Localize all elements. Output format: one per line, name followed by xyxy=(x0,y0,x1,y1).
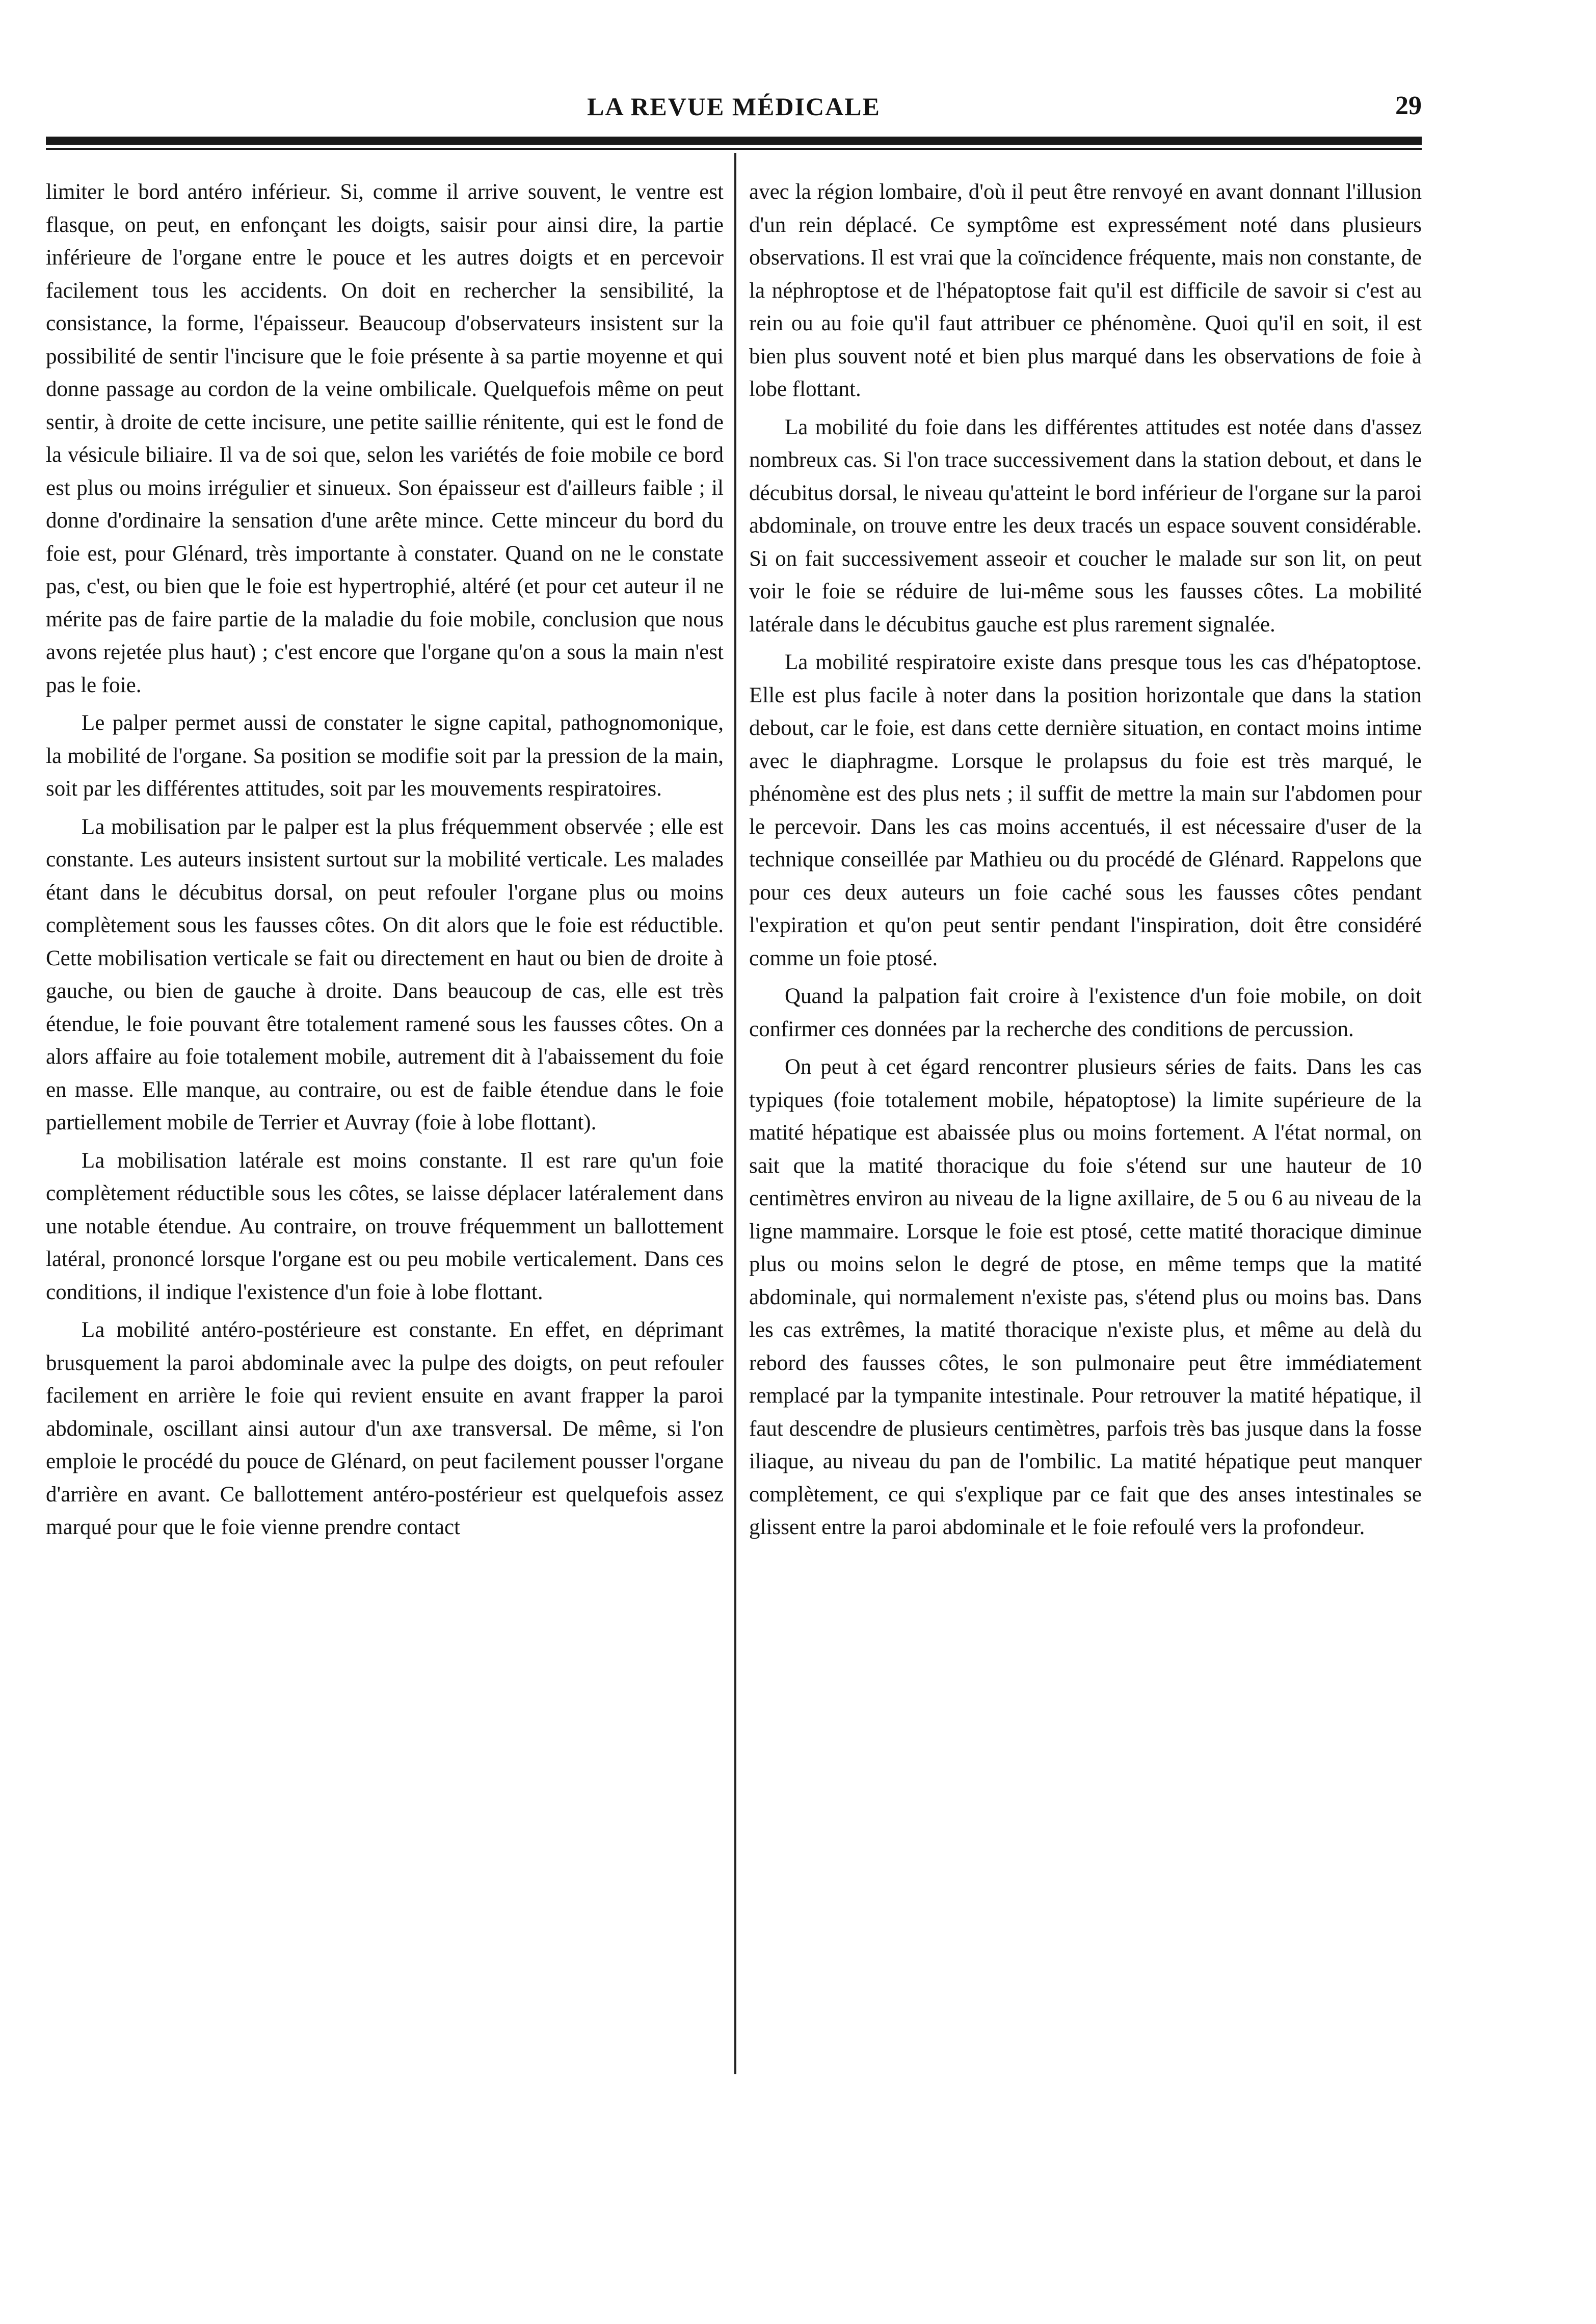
paragraph: Le palper permet aussi de constater le signe capital, pathognomonique, la mobilité de l'organe. Sa position se modifie soit par la pression de la main, soit par les différentes attitudes, soit par les mouvements respiratoires. xyxy=(46,711,724,801)
column-divider xyxy=(734,153,736,2074)
header-rule-thin xyxy=(46,148,1422,150)
header-rule-thick xyxy=(46,137,1422,145)
left-column xyxy=(46,176,724,2092)
paragraph: La mobilisation latérale est moins constante. Il est rare qu'un foie complètement réductible sous les côtes, se laisse déplacer latéralement dans une notable étendue. Au contraire, on trouve fréquemment un ballottement latéral, prononcé lorsque l'organe est ou peu mobile verticalement. Dans ces conditions, il indique l'existence d'un foie à lobe flottant. xyxy=(46,1148,724,1304)
running-title: LA REVUE MÉDICALE xyxy=(587,92,881,121)
paragraph: La mobilité respiratoire existe dans presque tous les cas d'hépatoptose. Elle est plus facile à noter dans la position horizontale que dans la station debout, car le foie, est dans cette dernière situation, en contact moins intime avec le diaphragme. Lorsque le prolapsus du foie est très marqué, le phénomène est des plus nets ; il suffit de mettre la main sur l'abdomen pour le percevoir. Dans les cas moins accentués, il est nécessaire d'user de la technique conseillée par Mathieu ou du procédé de Glénard. Rappelons que pour ces deux auteurs un foie caché sous les fausses côtes pendant l'expiration et qu'on peut sentir pendant l'inspiration, doit être considéré comme un foie ptosé. xyxy=(749,650,1422,970)
right-column xyxy=(749,176,1422,2092)
paragraph: On peut à cet égard rencontrer plusieurs séries de faits. Dans les cas typiques (foie totalement mobile, hépatoptose) la limite supérieure de la matité hépatique est abaissée plus ou moins fortement. A l'état normal, on sait que la matité thoracique du foie s'étend sur une hauteur de 10 centimètres environ au niveau de la ligne axillaire, de 5 ou 6 au niveau de la ligne mammaire. Lorsque le foie est ptosé, cette matité thoracique diminue plus ou moins selon le degré de ptose, en même temps que la matité abdominale, qui normalement n'existe pas, s'étend plus ou moins bas. Dans les cas extrêmes, la matité thoracique n'existe plus, et même au delà du rebord des fausses côtes, le son pulmonaire peut être immédiatement remplacé par la tympanite intestinale. Pour retrouver la matité hépatique, il faut descendre de plusieurs centimètres, parfois très bas jusque dans la fosse iliaque, au niveau du pan de l'ombilic. La matité hépatique peut manquer complètement, ce qui s'explique par ce fait que des anses intestinales se glissent entre la paroi abdominale et le foie refoulé vers la profondeur. xyxy=(749,1055,1422,1539)
paragraph: Quand la palpation fait croire à l'existence d'un foie mobile, on doit confirmer ces données par la recherche des conditions de percussion. xyxy=(749,984,1422,1041)
paragraph: La mobilité du foie dans les différentes attitudes est notée dans d'assez nombreux cas. Si l'on trace successivement dans la station debout, et dans le décubitus dorsal, le niveau qu'atteint le bord inférieur de l'organe sur la paroi abdominale, on trouve entre les deux tracés un espace souvent considérable. Si on fait successivement asseoir et coucher le malade sur son lit, on peut voir le foie se réduire de lui-même sous les fausses côtes. La mobilité latérale dans le décubitus gauche est plus rarement signalée. xyxy=(749,415,1422,637)
paragraph: La mobilisation par le palper est la plus fréquemment observée ; elle est constante. Les auteurs insistent surtout sur la mobilité verticale. Les malades étant dans le décubitus dorsal, on peut refouler l'organe plus ou moins complètement sous les fausses côtes. On dit alors que le foie est réductible. Cette mobilisation verticale se fait ou directement en haut ou bien de droite à gauche, ou bien de gauche à droite. Dans beaucoup de cas, elle est très étendue, le foie pouvant être totalement ramené sous les fausses côtes. On a alors affaire au foie totalement mobile, autrement dit à l'abaissement du foie en masse. Elle manque, au contraire, ou est de faible étendue dans le foie partiellement mobile de Terrier et Auvray (foie à lobe flottant). xyxy=(46,814,724,1134)
paragraph: avec la région lombaire, d'où il peut être renvoyé en avant donnant l'illusion d'un rein déplacé. Ce symptôme est expressément noté dans plusieurs observations. Il est vrai que la coïncidence fréquente, mais non constante, de la néphroptose et de l'hépatoptose fait qu'il est difficile de savoir si c'est au rein ou au foie qu'il faut attribuer ce phénomène. Quoi qu'il en soit, il est bien plus souvent noté et bien plus marqué dans les observations de foie à lobe flottant. xyxy=(749,180,1422,401)
page-header xyxy=(46,82,1422,133)
paragraph: limiter le bord antéro inférieur. Si, comme il arrive souvent, le ventre est flasque, on peut, en enfonçant les doigts, saisir pour ainsi dire, la partie inférieure de l'organe entre le pouce et les autres doigts et en percevoir facilement tous les accidents. On doit en rechercher la sensibilité, la consistance, la forme, l'épaisseur. Beaucoup d'observateurs insistent sur la possibilité de sentir l'incisure que le foie présente à sa partie moyenne et qui donne passage au cordon de la veine ombilicale. Quelquefois même on peut sentir, à droite de cette incisure, une petite saillie rénitente, qui est le fond de la vésicule biliaire. Il va de soi que, selon les variétés de foie mobile ce bord est plus ou moins irrégulier et sinueux. Son épaisseur est d'ailleurs faible ; il donne d'ordinaire la sensation d'une arête mince. Cette minceur du bord du foie est, pour Glénard, très importante à constater. Quand on ne le constate pas, c'est, ou bien que le foie est hypertrophié, altéré (et pour cet auteur il ne mérite pas de faire partie de la maladie du foie mobile, conclusion que nous avons rejetée plus haut) ; c'est encore que l'organe qu'on a sous la main n'est pas le foie. xyxy=(46,180,724,697)
page-number: 29 xyxy=(1395,91,1422,120)
paragraph: La mobilité antéro-postérieure est constante. En effet, en déprimant brusquement la paroi abdominale avec la pulpe des doigts, on peut refouler facilement en arrière le foie qui revient ensuite en avant frapper la paroi abdominale, oscillant ainsi autour d'un axe transversal. De même, si l'on emploie le procédé du pouce de Glénard, on peut facilement pousser l'organe d'arrière en avant. Ce ballottement antéro-postérieur est quelquefois assez marqué pour que le foie vienne prendre contact xyxy=(46,1318,724,1539)
